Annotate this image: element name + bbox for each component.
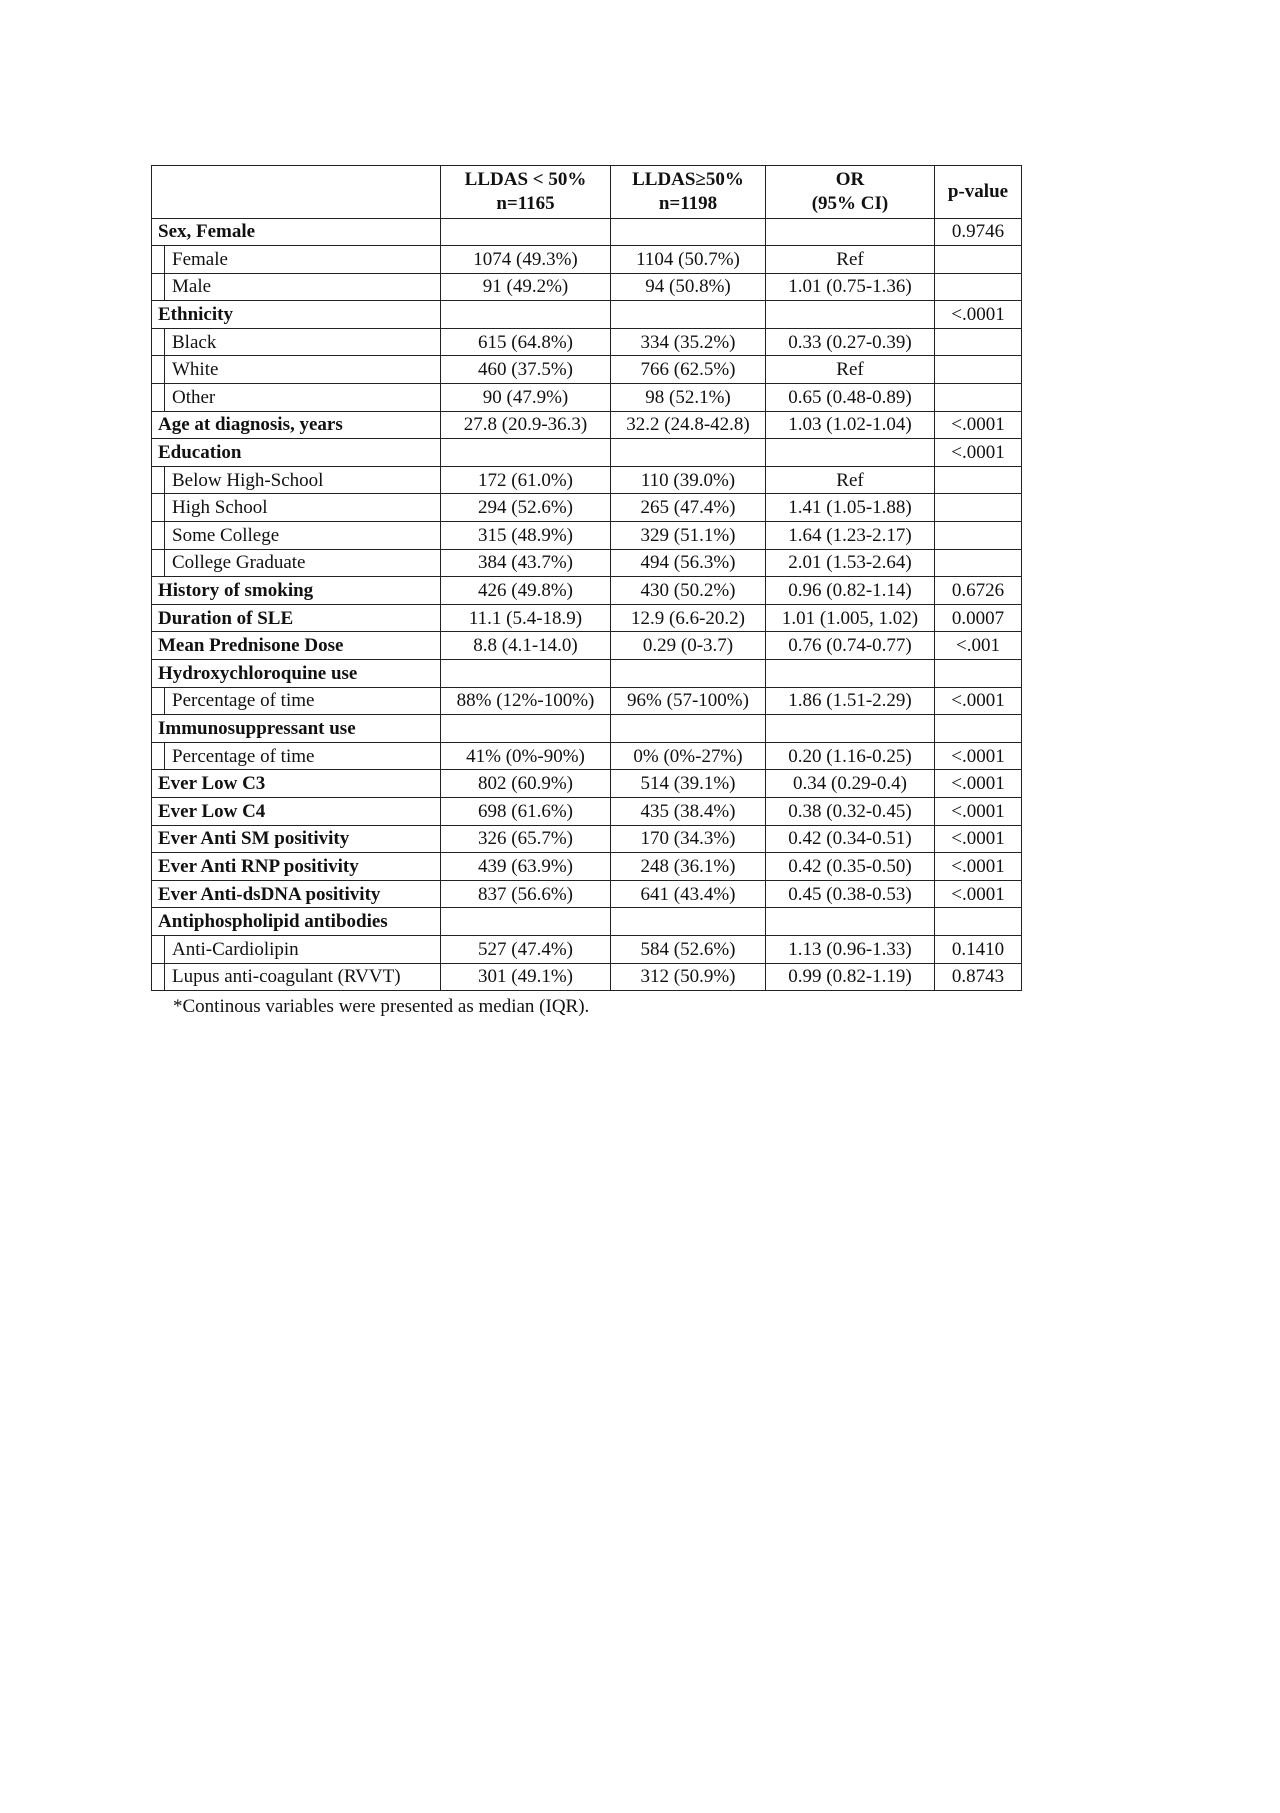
cell-odds-ratio: 1.64 (1.23-2.17) xyxy=(766,522,935,550)
cell-odds-ratio: 1.03 (1.02-1.04) xyxy=(766,411,935,439)
header-variable xyxy=(152,166,441,219)
row-label: Immunosuppressant use xyxy=(152,715,441,743)
indent-gutter xyxy=(152,274,165,301)
table-row xyxy=(152,301,1022,329)
cell-p-value xyxy=(935,273,1022,301)
table-row xyxy=(152,439,1022,467)
cell-odds-ratio: 0.34 (0.29-0.4) xyxy=(766,770,935,798)
cell-lldas-below-50: 426 (49.8%) xyxy=(441,577,611,605)
table-row xyxy=(152,218,1022,246)
cell-p-value xyxy=(935,328,1022,356)
table-row xyxy=(152,411,1022,439)
row-label xyxy=(152,494,441,522)
row-label: History of smoking xyxy=(152,577,441,605)
cell-odds-ratio: 2.01 (1.53-2.64) xyxy=(766,549,935,577)
cell-p-value: <.0001 xyxy=(935,411,1022,439)
cell-p-value: <.0001 xyxy=(935,301,1022,329)
row-label-text: Black xyxy=(172,331,217,353)
cell-lldas-at-least-50 xyxy=(611,439,766,467)
results-table xyxy=(151,165,1022,991)
cell-p-value xyxy=(935,356,1022,384)
header-p-value: p-value xyxy=(935,166,1022,219)
indent-gutter xyxy=(152,522,165,549)
row-label: Ever Anti-dsDNA positivity xyxy=(152,880,441,908)
indent-gutter xyxy=(152,356,165,383)
indent-gutter xyxy=(152,467,165,494)
row-label-text: Below High-School xyxy=(172,469,324,491)
cell-lldas-at-least-50: 94 (50.8%) xyxy=(611,273,766,301)
cell-lldas-below-50: 439 (63.9%) xyxy=(441,853,611,881)
row-label xyxy=(152,742,441,770)
row-label-text: High School xyxy=(172,497,268,519)
row-label-text: Anti-Cardiolipin xyxy=(172,938,299,960)
row-label-text: Lupus anti-coagulant (RVVT) xyxy=(172,966,401,988)
cell-lldas-below-50: 326 (65.7%) xyxy=(441,825,611,853)
row-label-text: Other xyxy=(172,386,216,408)
table-row xyxy=(152,880,1022,908)
cell-p-value xyxy=(935,246,1022,274)
cell-odds-ratio: 1.01 (1.005, 1.02) xyxy=(766,604,935,632)
cell-lldas-below-50: 315 (48.9%) xyxy=(441,522,611,550)
table-row xyxy=(152,549,1022,577)
cell-p-value: 0.9746 xyxy=(935,218,1022,246)
cell-lldas-at-least-50: 170 (34.3%) xyxy=(611,825,766,853)
cell-lldas-below-50: 90 (47.9%) xyxy=(441,384,611,412)
cell-p-value: <.0001 xyxy=(935,797,1022,825)
cell-odds-ratio: 1.01 (0.75-1.36) xyxy=(766,273,935,301)
cell-odds-ratio: 0.45 (0.38-0.53) xyxy=(766,880,935,908)
cell-odds-ratio: 1.13 (0.96-1.33) xyxy=(766,935,935,963)
cell-lldas-at-least-50: 430 (50.2%) xyxy=(611,577,766,605)
cell-lldas-at-least-50: 584 (52.6%) xyxy=(611,935,766,963)
table-row xyxy=(152,328,1022,356)
row-label xyxy=(152,356,441,384)
row-label xyxy=(152,935,441,963)
table-footnote: *Continous variables were presented as median (IQR). xyxy=(173,996,590,1017)
table-row xyxy=(152,384,1022,412)
row-label xyxy=(152,246,441,274)
row-label-text: Some College xyxy=(172,524,280,546)
table-row xyxy=(152,577,1022,605)
cell-lldas-at-least-50: 96% (57-100%) xyxy=(611,687,766,715)
indent-gutter xyxy=(152,964,165,991)
table-row xyxy=(152,246,1022,274)
cell-p-value: <.0001 xyxy=(935,825,1022,853)
cell-lldas-below-50: 802 (60.9%) xyxy=(441,770,611,798)
row-label xyxy=(152,273,441,301)
cell-lldas-below-50: 698 (61.6%) xyxy=(441,797,611,825)
row-label xyxy=(152,384,441,412)
cell-odds-ratio: Ref xyxy=(766,246,935,274)
cell-odds-ratio xyxy=(766,660,935,688)
row-label-text: College Graduate xyxy=(172,552,306,574)
cell-lldas-below-50: 527 (47.4%) xyxy=(441,935,611,963)
cell-lldas-below-50 xyxy=(441,715,611,743)
header-odds-ratio: OR (95% CI) xyxy=(766,166,935,219)
cell-lldas-at-least-50: 0% (0%-27%) xyxy=(611,742,766,770)
cell-lldas-at-least-50 xyxy=(611,660,766,688)
cell-lldas-at-least-50 xyxy=(611,908,766,936)
indent-gutter xyxy=(152,688,165,715)
cell-lldas-below-50: 615 (64.8%) xyxy=(441,328,611,356)
cell-p-value: 0.0007 xyxy=(935,604,1022,632)
cell-lldas-below-50: 91 (49.2%) xyxy=(441,273,611,301)
cell-odds-ratio: 0.65 (0.48-0.89) xyxy=(766,384,935,412)
cell-lldas-below-50: 41% (0%-90%) xyxy=(441,742,611,770)
cell-odds-ratio: 0.20 (1.16-0.25) xyxy=(766,742,935,770)
cell-p-value xyxy=(935,549,1022,577)
cell-p-value xyxy=(935,384,1022,412)
cell-lldas-below-50 xyxy=(441,660,611,688)
table-row xyxy=(152,963,1022,991)
cell-lldas-at-least-50: 334 (35.2%) xyxy=(611,328,766,356)
results-table-container xyxy=(151,165,1022,991)
row-label: Education xyxy=(152,439,441,467)
table-row xyxy=(152,770,1022,798)
cell-lldas-at-least-50: 98 (52.1%) xyxy=(611,384,766,412)
row-label: Age at diagnosis, years xyxy=(152,411,441,439)
table-row xyxy=(152,632,1022,660)
cell-p-value: <.0001 xyxy=(935,853,1022,881)
row-label xyxy=(152,466,441,494)
cell-p-value xyxy=(935,908,1022,936)
row-label-text: Female xyxy=(172,248,228,270)
header-lldas-below-50: LLDAS < 50% n=1165 xyxy=(441,166,611,219)
table-row xyxy=(152,687,1022,715)
cell-lldas-below-50: 172 (61.0%) xyxy=(441,466,611,494)
cell-odds-ratio: 0.76 (0.74-0.77) xyxy=(766,632,935,660)
table-header-row xyxy=(152,166,1022,219)
row-label: Antiphospholipid antibodies xyxy=(152,908,441,936)
cell-lldas-below-50: 1074 (49.3%) xyxy=(441,246,611,274)
indent-gutter xyxy=(152,494,165,521)
table-row xyxy=(152,825,1022,853)
table-row xyxy=(152,935,1022,963)
cell-lldas-at-least-50: 265 (47.4%) xyxy=(611,494,766,522)
cell-odds-ratio: 0.99 (0.82-1.19) xyxy=(766,963,935,991)
indent-gutter xyxy=(152,246,165,273)
row-label-text: Male xyxy=(172,276,212,298)
cell-p-value: <.0001 xyxy=(935,770,1022,798)
cell-odds-ratio: Ref xyxy=(766,356,935,384)
cell-lldas-below-50: 460 (37.5%) xyxy=(441,356,611,384)
cell-lldas-below-50: 11.1 (5.4-18.9) xyxy=(441,604,611,632)
cell-p-value xyxy=(935,522,1022,550)
cell-odds-ratio: Ref xyxy=(766,466,935,494)
cell-p-value: <.0001 xyxy=(935,742,1022,770)
table-body xyxy=(152,218,1022,991)
header-lldas-at-least-50: LLDAS≥50% n=1198 xyxy=(611,166,766,219)
cell-lldas-at-least-50: 32.2 (24.8-42.8) xyxy=(611,411,766,439)
cell-p-value: <.001 xyxy=(935,632,1022,660)
cell-lldas-below-50: 88% (12%-100%) xyxy=(441,687,611,715)
table-row xyxy=(152,660,1022,688)
row-label xyxy=(152,522,441,550)
cell-lldas-at-least-50: 248 (36.1%) xyxy=(611,853,766,881)
cell-lldas-below-50 xyxy=(441,439,611,467)
table-row xyxy=(152,853,1022,881)
cell-p-value: 0.6726 xyxy=(935,577,1022,605)
row-label-text: White xyxy=(172,359,219,381)
cell-lldas-at-least-50 xyxy=(611,218,766,246)
row-label: Sex, Female xyxy=(152,218,441,246)
table-row xyxy=(152,604,1022,632)
table-row xyxy=(152,494,1022,522)
cell-lldas-at-least-50: 494 (56.3%) xyxy=(611,549,766,577)
table-row xyxy=(152,522,1022,550)
cell-odds-ratio xyxy=(766,301,935,329)
row-label xyxy=(152,963,441,991)
cell-lldas-below-50 xyxy=(441,301,611,329)
table-row xyxy=(152,742,1022,770)
row-label xyxy=(152,328,441,356)
cell-lldas-below-50 xyxy=(441,218,611,246)
cell-lldas-at-least-50: 1104 (50.7%) xyxy=(611,246,766,274)
cell-lldas-at-least-50 xyxy=(611,715,766,743)
row-label: Duration of SLE xyxy=(152,604,441,632)
row-label-text: Percentage of time xyxy=(172,690,315,712)
cell-odds-ratio: 0.38 (0.32-0.45) xyxy=(766,797,935,825)
cell-lldas-at-least-50: 766 (62.5%) xyxy=(611,356,766,384)
cell-lldas-at-least-50: 110 (39.0%) xyxy=(611,466,766,494)
cell-lldas-at-least-50: 12.9 (6.6-20.2) xyxy=(611,604,766,632)
indent-gutter xyxy=(152,329,165,356)
row-label: Hydroxychloroquine use xyxy=(152,660,441,688)
cell-p-value xyxy=(935,494,1022,522)
cell-lldas-at-least-50: 514 (39.1%) xyxy=(611,770,766,798)
cell-odds-ratio: 1.86 (1.51-2.29) xyxy=(766,687,935,715)
cell-odds-ratio xyxy=(766,218,935,246)
cell-lldas-below-50: 294 (52.6%) xyxy=(441,494,611,522)
table-row xyxy=(152,356,1022,384)
cell-lldas-below-50: 301 (49.1%) xyxy=(441,963,611,991)
cell-lldas-at-least-50: 0.29 (0-3.7) xyxy=(611,632,766,660)
cell-lldas-at-least-50 xyxy=(611,301,766,329)
table-row xyxy=(152,715,1022,743)
cell-odds-ratio xyxy=(766,439,935,467)
table-row xyxy=(152,273,1022,301)
cell-p-value: <.0001 xyxy=(935,687,1022,715)
cell-lldas-below-50: 8.8 (4.1-14.0) xyxy=(441,632,611,660)
indent-gutter xyxy=(152,936,165,963)
table-row xyxy=(152,466,1022,494)
cell-p-value xyxy=(935,466,1022,494)
cell-lldas-below-50: 837 (56.6%) xyxy=(441,880,611,908)
row-label: Ever Low C4 xyxy=(152,797,441,825)
row-label: Ever Low C3 xyxy=(152,770,441,798)
cell-odds-ratio: 0.42 (0.34-0.51) xyxy=(766,825,935,853)
indent-gutter xyxy=(152,550,165,577)
row-label-text: Percentage of time xyxy=(172,745,315,767)
cell-lldas-below-50 xyxy=(441,908,611,936)
row-label: Ever Anti RNP positivity xyxy=(152,853,441,881)
cell-p-value: 0.1410 xyxy=(935,935,1022,963)
cell-p-value xyxy=(935,660,1022,688)
cell-lldas-at-least-50: 312 (50.9%) xyxy=(611,963,766,991)
cell-odds-ratio: 0.33 (0.27-0.39) xyxy=(766,328,935,356)
row-label: Ethnicity xyxy=(152,301,441,329)
cell-p-value: <.0001 xyxy=(935,880,1022,908)
cell-lldas-at-least-50: 641 (43.4%) xyxy=(611,880,766,908)
cell-odds-ratio xyxy=(766,715,935,743)
row-label xyxy=(152,549,441,577)
cell-p-value: 0.8743 xyxy=(935,963,1022,991)
indent-gutter xyxy=(152,743,165,770)
table-row xyxy=(152,797,1022,825)
row-label: Mean Prednisone Dose xyxy=(152,632,441,660)
row-label: Ever Anti SM positivity xyxy=(152,825,441,853)
cell-odds-ratio: 0.96 (0.82-1.14) xyxy=(766,577,935,605)
cell-odds-ratio: 0.42 (0.35-0.50) xyxy=(766,853,935,881)
indent-gutter xyxy=(152,384,165,411)
cell-odds-ratio: 1.41 (1.05-1.88) xyxy=(766,494,935,522)
table-row xyxy=(152,908,1022,936)
cell-p-value: <.0001 xyxy=(935,439,1022,467)
cell-lldas-at-least-50: 329 (51.1%) xyxy=(611,522,766,550)
cell-p-value xyxy=(935,715,1022,743)
row-label xyxy=(152,687,441,715)
cell-odds-ratio xyxy=(766,908,935,936)
cell-lldas-below-50: 384 (43.7%) xyxy=(441,549,611,577)
cell-lldas-at-least-50: 435 (38.4%) xyxy=(611,797,766,825)
cell-lldas-below-50: 27.8 (20.9-36.3) xyxy=(441,411,611,439)
